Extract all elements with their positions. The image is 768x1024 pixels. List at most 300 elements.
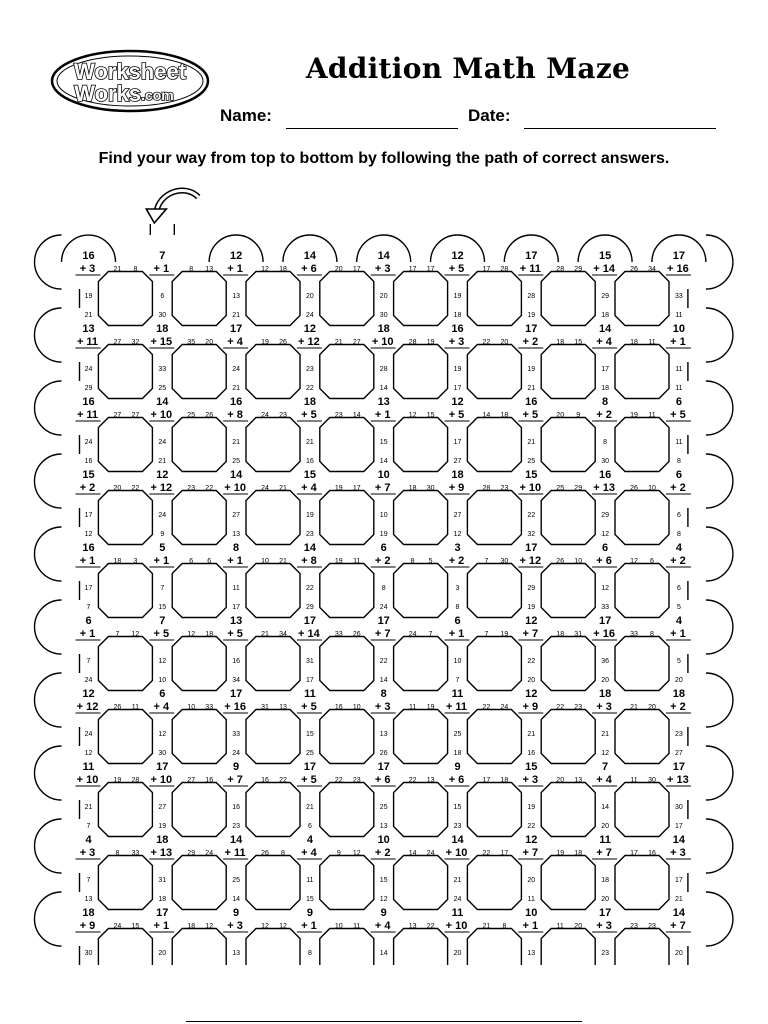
problem-addend-plus: + 4 [301,847,317,859]
answer-option: 18 [556,339,565,346]
answer-option: 22 [482,850,491,857]
answer-option: 36 [601,658,609,665]
problem-addend-plus: + 1 [79,628,96,640]
answer-option: 33 [158,366,167,373]
answer-option: 24 [158,439,167,446]
answer-option: 10 [158,677,167,684]
maze-cell[interactable] [223,615,248,640]
problem-addend-plus: + 5 [153,628,170,640]
answer-option: 24 [84,677,93,684]
answer-option: 25 [453,731,462,738]
maze-cell[interactable] [371,542,396,567]
answer-option: 22 [556,704,565,711]
answer-option: 12 [158,658,167,665]
maze-cell[interactable] [223,323,248,348]
maze-cell[interactable] [518,907,543,932]
answer-option: 25 [158,385,167,392]
answer-option: 26 [352,631,361,638]
maze-cell[interactable] [76,615,101,640]
maze-cell[interactable] [371,834,396,859]
answer-option: 26 [279,339,287,346]
problem-addend-plus: + 12 [150,482,173,494]
answer-option: 18 [453,750,462,757]
answer-option: 19 [261,339,269,346]
problem-addend-plus: + 5 [301,774,317,786]
maze-cell[interactable] [76,323,101,348]
maze-cell[interactable] [592,761,617,786]
maze-cell[interactable] [592,615,617,640]
maze-cell[interactable] [518,323,543,348]
maze-cell[interactable] [518,688,543,713]
answer-option: 20 [205,339,214,346]
problem-addend: 9 [233,907,240,919]
problem-addend: 10 [377,834,390,846]
answer-option: 13 [232,293,240,300]
problem-addend: 18 [672,688,686,700]
curved-arrow-start-icon [146,190,198,223]
answer-option: 21 [84,804,93,811]
maze-cell[interactable] [666,834,691,859]
answer-option: 19 [527,804,536,811]
problem-addend: 11 [304,688,316,700]
answer-option: 22 [279,777,287,784]
maze-cell[interactable] [149,761,174,786]
answer-option: 19 [158,823,167,830]
name-field[interactable] [286,128,458,129]
maze-cell[interactable] [518,250,543,275]
answer-option: 22 [334,777,343,784]
maze-cell[interactable] [445,688,470,713]
maze-cell[interactable] [666,688,691,713]
answer-option: 30 [84,950,93,957]
maze-cell[interactable] [76,761,101,786]
problem-addend-plus: + 11 [224,847,246,859]
answer-option: 23 [306,531,314,538]
answer-option: 16 [205,777,214,784]
answer-option: 8 [189,266,194,273]
maze-cell[interactable] [666,615,691,640]
problem-addend: 6 [159,688,166,700]
answer-option: 20 [601,823,609,830]
answer-option: 12 [601,585,609,592]
answer-option: 7 [86,658,91,665]
maze-cell[interactable] [592,907,617,932]
answer-option: 23 [232,823,240,830]
answer-option: 20 [675,677,683,684]
maze-cell[interactable] [445,469,470,494]
answer-option: 19 [527,604,536,611]
answer-option: 21 [482,923,491,930]
answer-option: 16 [84,458,93,465]
answer-option: 26 [379,750,388,757]
problem-addend: 10 [525,907,538,919]
answer-option: 24 [232,750,240,757]
maze-cell[interactable] [371,761,396,786]
answer-option: 29 [574,485,583,492]
answer-option: 22 [482,704,491,711]
maze-cell[interactable] [666,396,691,421]
maze-cell[interactable] [223,250,248,275]
maze-cell[interactable] [445,542,470,567]
problem-addend: 12 [451,250,464,262]
maze-cell[interactable] [666,542,691,567]
answer-option: 9 [160,531,165,538]
maze-cell[interactable] [223,834,248,859]
answer-option: 22 [379,658,388,665]
answer-option: 31 [158,877,167,884]
maze-cell[interactable] [297,907,322,932]
maze-cell[interactable] [666,469,691,494]
maze-cell[interactable] [518,469,543,494]
maze-cell[interactable] [592,250,617,275]
answer-option: 29 [84,385,93,392]
problem-addend-plus: + 9 [448,482,465,494]
answer-option: 27 [113,339,122,346]
maze-cell[interactable] [666,761,691,786]
maze-cell[interactable] [223,688,248,713]
problem-addend-plus: + 5 [227,628,243,640]
answer-option: 11 [408,704,417,711]
problem-addend-plus: + 4 [374,920,391,932]
answer-option: 21 [279,485,287,492]
page-title: Addition Math Maze [305,52,631,85]
problem-addend-plus: + 3 [670,847,686,859]
answer-option: 23 [453,823,462,830]
answer-option: 13 [426,777,435,784]
maze-cell[interactable] [149,396,174,421]
maze-cell[interactable] [592,323,617,348]
problem-addend: 10 [377,469,390,481]
maze-cell[interactable] [297,761,322,786]
maze-cell[interactable] [445,396,470,421]
maze-cell[interactable] [445,250,470,275]
maze-cell[interactable] [518,542,543,567]
answer-option: 29 [601,512,609,519]
problem-addend: 17 [303,761,317,773]
answer-option: 11 [527,896,535,903]
instructions: Find your way from top to bottom by following the path of correct answers. [98,150,670,167]
answer-option: 21 [630,704,638,711]
maze-cell[interactable] [666,250,691,275]
problem-addend: 12 [82,688,95,700]
problem-addend-plus: + 2 [79,482,96,494]
problem-addend-plus: + 3 [374,263,391,275]
answer-option: 19 [527,366,536,373]
problem-addend-plus: + 4 [227,336,243,348]
answer-option: 11 [353,558,361,565]
answer-option: 22 [408,777,417,784]
maze-cell[interactable] [666,907,691,932]
logo-line1: Worksheet [73,59,187,84]
answer-option: 27 [158,804,167,811]
answer-option: 8 [281,850,285,857]
problem-addend-plus: + 1 [374,409,391,421]
answer-option: 21 [232,312,240,319]
maze-cell[interactable] [223,542,248,567]
maze-cell[interactable] [371,323,396,348]
answer-option: 21 [453,877,462,884]
maze-cell[interactable] [149,542,174,567]
problem-addend-plus: + 1 [153,920,170,932]
answer-option: 6 [676,512,681,519]
problem-addend-plus: + 10 [371,336,394,348]
problem-addend-plus: + 1 [670,628,686,640]
answer-option: 26 [630,485,638,492]
answer-option: 17 [306,677,314,684]
answer-option: 27 [187,777,196,784]
maze-cell[interactable] [149,469,174,494]
problem-addend: 4 [85,834,92,846]
answer-option: 33 [334,631,343,638]
answer-option: 33 [131,850,140,857]
answer-option: 18 [574,850,583,857]
maze-cell[interactable] [371,469,396,494]
maze-cell[interactable] [76,396,101,421]
problem-addend-plus: + 10 [224,482,246,494]
problem-addend: 12 [525,615,538,627]
problem-addend-plus: + 3 [596,920,612,932]
maze-cell[interactable] [297,323,322,348]
problem-addend-plus: + 7 [522,847,539,859]
answer-option: 25 [379,804,388,811]
problem-addend-plus: + 10 [150,409,173,421]
answer-option: 5 [428,558,433,565]
problem-addend: 12 [451,396,464,408]
answer-option: 8 [603,439,608,446]
answer-option: 28 [482,485,491,492]
problem-addend: 15 [525,469,538,481]
maze-cell[interactable] [518,834,543,859]
answer-option: 20 [556,412,565,419]
problem-addend-plus: + 13 [593,482,615,494]
answer-option: 21 [527,439,536,446]
answer-option: 17 [426,266,435,273]
answer-option: 24 [84,366,93,373]
answer-option: 29 [306,604,314,611]
answer-option: 19 [426,704,435,711]
maze-cell[interactable] [592,469,617,494]
answer-option: 18 [500,777,509,784]
maze-cell[interactable] [76,250,101,275]
maze-cell[interactable] [76,469,101,494]
answer-option: 14 [379,950,388,957]
answer-option: 31 [261,704,269,711]
maze-cell[interactable] [297,615,322,640]
maze-cell[interactable] [445,761,470,786]
maze-cell[interactable] [592,834,617,859]
problem-addend-plus: + 5 [301,701,317,713]
answer-option: 18 [556,631,565,638]
problem-addend: 14 [377,250,390,262]
answer-option: 21 [334,339,343,346]
answer-option: 17 [601,366,609,373]
maze-cell[interactable] [149,907,174,932]
maze-cell[interactable] [149,250,174,275]
maze-cell[interactable] [445,615,470,640]
logo-line2: Works [74,81,142,106]
answer-option: 25 [187,412,196,419]
maze-cell[interactable] [445,907,470,932]
answer-option: 17 [630,850,638,857]
maze-cell[interactable] [297,688,322,713]
problem-addend-plus: + 2 [374,847,391,859]
maze-cell[interactable] [371,615,396,640]
maze-cell[interactable] [76,688,101,713]
problem-addend: 6 [602,542,609,554]
problem-addend: 17 [525,250,538,262]
maze-cell[interactable] [297,250,322,275]
answer-option: 27 [352,339,361,346]
answer-option: 17 [453,439,462,446]
answer-option: 11 [232,585,240,592]
answer-option: 13 [379,731,388,738]
problem-addend-plus: + 5 [448,263,465,275]
answer-option: 24 [84,439,93,446]
maze-cell[interactable] [76,542,101,567]
answer-option: 20 [527,677,536,684]
problem-addend-plus: + 1 [522,920,539,932]
problem-addend: 18 [377,323,390,335]
answer-option: 21 [527,385,536,392]
problem-addend: 4 [306,834,313,846]
maze-cell[interactable] [518,396,543,421]
problem-addend: 18 [451,469,464,481]
answer-option: 23 [500,485,509,492]
answer-option: 33 [601,604,609,611]
problem-addend-plus: + 2 [596,409,612,421]
answer-option: 29 [574,266,583,273]
maze-cell[interactable] [223,469,248,494]
maze-cell[interactable] [445,323,470,348]
problem-addend-plus: + 4 [301,482,317,494]
answer-option: 24 [158,512,167,519]
answer-option: 23 [279,412,287,419]
answer-option: 14 [482,412,491,419]
problem-addend-plus: + 2 [670,482,686,494]
problem-addend-plus: + 12 [76,701,99,713]
date-field[interactable] [524,128,716,129]
problem-addend: 17 [377,761,390,773]
maze-cell[interactable] [592,396,617,421]
answer-option: 28 [131,777,140,784]
answer-option: 23 [675,731,683,738]
maze-cell[interactable] [371,907,396,932]
footer-rule [186,1021,582,1022]
problem-addend-plus: + 4 [153,701,170,713]
maze-cell[interactable] [297,396,322,421]
answer-option: 20 [113,485,122,492]
problem-addend: 17 [598,615,612,627]
answer-option: 8 [676,531,681,538]
answer-option: 14 [232,896,240,903]
maze-cell[interactable] [149,688,174,713]
answer-option: 10 [261,558,269,565]
problem-addend: 9 [233,761,240,773]
problem-addend-plus: + 2 [670,701,686,713]
maze-cell[interactable] [592,542,617,567]
maze-cell[interactable] [297,834,322,859]
problem-addend: 17 [156,907,169,919]
answer-option: 15 [379,439,388,446]
maze-cell[interactable] [149,615,174,640]
maze-cell[interactable] [149,834,174,859]
problem-addend-plus: + 16 [224,701,246,713]
maze-cell[interactable] [592,688,617,713]
maze-cell[interactable] [76,834,101,859]
answer-option: 25 [232,458,240,465]
problem-addend-plus: + 1 [301,920,317,932]
problem-addend: 17 [377,615,390,627]
answer-option: 24 [408,631,417,638]
answer-option: 20 [453,950,462,957]
answer-option: 18 [453,312,462,319]
problem-addend-plus: + 2 [670,555,686,567]
answer-option: 10 [648,485,656,492]
answer-option: 24 [426,850,435,857]
answer-option: 19 [306,512,314,519]
maze-cell[interactable] [223,396,248,421]
maze-cell[interactable] [371,250,396,275]
answer-option: 21 [527,731,536,738]
answer-option: 11 [675,312,683,319]
maze-cell[interactable] [371,396,396,421]
answer-option: 13 [527,950,536,957]
maze-cell[interactable] [518,615,543,640]
problem-addend: 14 [672,907,686,919]
problem-addend: 12 [303,323,317,335]
maze-cell[interactable] [518,761,543,786]
problem-addend: 18 [156,834,169,846]
answer-option: 12 [601,531,609,538]
maze-cell[interactable] [297,469,322,494]
answer-option: 30 [500,558,509,565]
problem-addend-plus: + 4 [596,336,612,348]
maze-cell[interactable] [223,761,248,786]
answer-option: 17 [352,485,361,492]
answer-option: 15 [306,731,314,738]
answer-option: 21 [158,458,167,465]
problem-addend: 12 [229,250,243,262]
answer-option: 19 [379,531,388,538]
answer-option: 23 [630,923,638,930]
answer-option: 30 [675,804,683,811]
problem-addend: 13 [229,615,243,627]
problem-addend-plus: + 1 [153,555,170,567]
maze-cell[interactable] [666,323,691,348]
answer-option: 23 [574,704,583,711]
problem-addend: 14 [451,834,464,846]
answer-option: 17 [352,266,361,273]
answer-option: 28 [556,266,565,273]
answer-option: 23 [334,412,343,419]
maze-cell[interactable] [371,688,396,713]
maze-cell[interactable] [76,907,101,932]
problem-addend: 4 [675,615,682,627]
problem-addend-plus: + 7 [522,628,539,640]
problem-addend: 15 [303,469,317,481]
problem-addend-plus: + 6 [374,774,391,786]
answer-option: 10 [379,512,388,519]
problem-addend: 4 [675,542,682,554]
maze-cell[interactable] [445,834,470,859]
maze-cell[interactable] [149,323,174,348]
answer-option: 30 [158,750,167,757]
problem-addend-plus: + 6 [448,774,465,786]
maze-cell[interactable] [223,907,248,932]
answer-option: 19 [334,558,343,565]
maze-cell[interactable] [297,542,322,567]
answer-option: 17 [84,585,93,592]
